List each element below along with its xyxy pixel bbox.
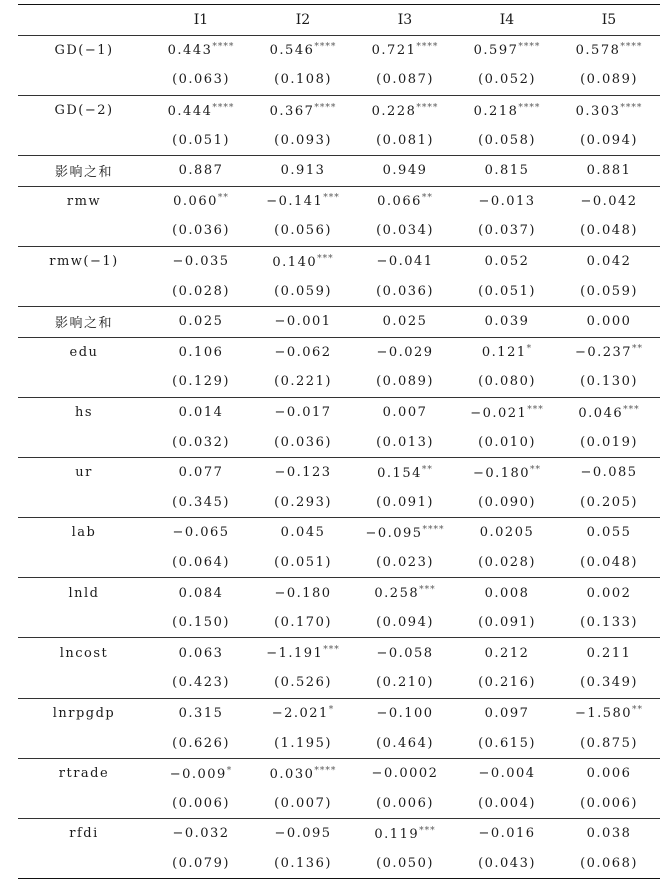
variable-group <box>18 457 660 517</box>
se-label-blank <box>18 849 150 879</box>
se-cell: (0.051) <box>274 554 332 570</box>
significance-stars: *** <box>527 404 544 415</box>
coef-cell: −0.041 <box>376 254 434 270</box>
coef-row <box>18 758 660 788</box>
se-cell: (0.293) <box>274 494 332 510</box>
variable-group <box>18 155 660 186</box>
se-cell: (0.108) <box>274 72 332 88</box>
coef-cell: 0.002 <box>586 585 632 601</box>
header-i2: I2 <box>295 11 311 28</box>
coef-cell: −0.180** <box>472 464 542 481</box>
se-label-blank <box>18 548 150 578</box>
se-cell: (0.221) <box>274 374 332 390</box>
se-cell: (0.058) <box>478 132 536 148</box>
se-cell: (0.034) <box>376 223 434 239</box>
se-cell: (0.059) <box>274 283 332 299</box>
coef-cell: 0.0205 <box>479 525 535 541</box>
coef-cell: −0.029 <box>376 344 434 360</box>
coef-cell: −0.009* <box>169 765 233 782</box>
coef-cell: 0.030**** <box>269 765 337 782</box>
coef-row <box>18 578 660 608</box>
coef-cell: 0.052 <box>484 254 530 270</box>
coef-cell: 0.949 <box>382 163 428 179</box>
coef-cell: −2.021* <box>271 705 335 722</box>
se-cell: (0.004) <box>478 795 536 811</box>
se-cell: (0.136) <box>274 855 332 871</box>
se-cell: (0.080) <box>478 374 536 390</box>
coef-cell: 0.228**** <box>371 102 439 119</box>
se-row <box>18 427 660 457</box>
coef-row <box>18 397 660 427</box>
se-cell: (0.129) <box>172 374 230 390</box>
se-row <box>18 788 660 818</box>
se-row <box>18 216 660 246</box>
se-row <box>18 276 660 306</box>
se-label-blank <box>18 788 150 818</box>
se-cell: (0.036) <box>172 223 230 239</box>
header-i1: I1 <box>193 11 209 28</box>
se-cell: (0.089) <box>580 72 638 88</box>
se-cell: (0.028) <box>172 283 230 299</box>
se-label-blank <box>18 427 150 457</box>
coef-cell: 0.077 <box>178 465 224 481</box>
coef-cell: 0.025 <box>178 314 224 330</box>
variable-group <box>18 758 660 818</box>
significance-stars: **** <box>212 42 235 53</box>
se-cell: (0.010) <box>478 434 536 450</box>
se-cell: (0.036) <box>376 283 434 299</box>
se-cell: (0.013) <box>376 434 434 450</box>
significance-stars: **** <box>416 102 439 113</box>
coef-row <box>18 95 660 125</box>
se-cell: (0.007) <box>274 795 332 811</box>
coef-cell: −0.001 <box>274 314 332 330</box>
se-cell: (0.064) <box>172 554 230 570</box>
se-cell: (0.615) <box>478 735 536 751</box>
variable-group <box>18 246 660 306</box>
se-cell: (0.019) <box>580 434 638 450</box>
se-cell: (0.087) <box>376 72 434 88</box>
significance-stars: ** <box>217 193 229 204</box>
se-cell: (0.094) <box>376 615 434 631</box>
coef-cell: −1.580** <box>574 705 644 722</box>
variable-label: rtrade <box>58 766 110 782</box>
variable-label: ur <box>75 465 93 481</box>
coef-cell: 0.315 <box>178 705 224 721</box>
variable-group <box>18 35 660 95</box>
coef-row <box>18 186 660 216</box>
coef-cell: 0.000 <box>586 314 632 330</box>
se-cell: (1.195) <box>274 735 332 751</box>
regression-table <box>18 4 660 879</box>
coef-cell: 0.218**** <box>473 102 541 119</box>
coef-cell: 0.367**** <box>269 102 337 119</box>
variable-group <box>18 698 660 758</box>
coef-cell: 0.913 <box>280 163 326 179</box>
coef-cell: 0.258*** <box>374 585 436 602</box>
se-cell: (0.063) <box>172 72 230 88</box>
significance-stars: ** <box>421 193 433 204</box>
se-cell: (0.210) <box>376 675 434 691</box>
significance-stars: **** <box>416 42 439 53</box>
se-cell: (0.051) <box>478 283 536 299</box>
se-cell: (0.345) <box>172 494 230 510</box>
coef-cell: −0.065 <box>172 525 230 541</box>
significance-stars: *** <box>419 585 436 596</box>
header-i4: I4 <box>499 11 515 28</box>
se-label-blank <box>18 488 150 518</box>
coef-cell: 0.008 <box>484 585 530 601</box>
se-row <box>18 668 660 698</box>
coef-cell: 0.546**** <box>269 42 337 59</box>
significance-stars: *** <box>323 193 340 204</box>
se-cell: (0.423) <box>172 675 230 691</box>
coef-cell: −0.017 <box>274 405 332 421</box>
coef-row <box>18 155 660 186</box>
coef-cell: −0.004 <box>478 766 536 782</box>
se-cell: (0.048) <box>580 554 638 570</box>
se-cell: (0.050) <box>376 855 434 871</box>
significance-stars: ** <box>421 464 433 475</box>
se-cell: (0.216) <box>478 675 536 691</box>
se-label-blank <box>18 65 150 95</box>
coef-cell: 0.084 <box>178 585 224 601</box>
se-cell: (0.094) <box>580 132 638 148</box>
se-cell: (0.133) <box>580 615 638 631</box>
coef-cell: 0.106 <box>178 344 224 360</box>
coef-cell: −0.141*** <box>266 193 340 210</box>
se-cell: (0.875) <box>580 735 638 751</box>
variable-label: GD(−2) <box>54 103 114 119</box>
se-cell: (0.043) <box>478 855 536 871</box>
se-row <box>18 849 660 879</box>
significance-stars: ** <box>632 344 644 355</box>
coef-cell: 0.045 <box>280 525 326 541</box>
variable-label: lab <box>71 525 97 541</box>
se-cell: (0.028) <box>478 554 536 570</box>
coef-cell: −0.058 <box>376 645 434 661</box>
se-label-blank <box>18 608 150 638</box>
coef-cell: 0.063 <box>178 645 224 661</box>
coef-cell: 0.055 <box>586 525 632 541</box>
significance-stars: ** <box>530 464 542 475</box>
variable-group <box>18 518 660 578</box>
coef-row <box>18 819 660 849</box>
se-row <box>18 728 660 758</box>
se-cell: (0.056) <box>274 223 332 239</box>
coef-cell: 0.060** <box>173 193 229 210</box>
coef-cell: −1.191*** <box>266 645 340 662</box>
coef-cell: 0.042 <box>586 254 632 270</box>
variable-label: 影响之和 <box>54 316 113 332</box>
se-cell: (0.150) <box>172 615 230 631</box>
coef-cell: 0.066** <box>377 193 433 210</box>
coef-cell: −0.237** <box>574 344 644 361</box>
se-cell: (0.059) <box>580 283 638 299</box>
se-cell: (0.170) <box>274 615 332 631</box>
se-cell: (0.081) <box>376 132 434 148</box>
se-cell: (0.091) <box>478 615 536 631</box>
se-row <box>18 488 660 518</box>
significance-stars: **** <box>518 42 541 53</box>
se-cell: (0.048) <box>580 223 638 239</box>
coef-cell: 0.039 <box>484 314 530 330</box>
variable-label: rmw(−1) <box>49 254 119 270</box>
se-cell: (0.052) <box>478 72 536 88</box>
se-row <box>18 65 660 95</box>
significance-stars: * <box>526 344 533 355</box>
coef-cell: 0.119*** <box>374 825 436 842</box>
coef-cell: 0.014 <box>178 405 224 421</box>
coef-cell: −0.062 <box>274 344 332 360</box>
coef-cell: 0.303**** <box>575 102 643 119</box>
se-cell: (0.006) <box>580 795 638 811</box>
se-label-blank <box>18 668 150 698</box>
significance-stars: **** <box>314 765 337 776</box>
coef-cell: −0.095 <box>274 826 332 842</box>
significance-stars: **** <box>314 102 337 113</box>
coef-cell: −0.100 <box>376 705 434 721</box>
coef-cell: 0.444**** <box>167 102 235 119</box>
table-header <box>18 5 660 36</box>
se-cell: (0.032) <box>172 434 230 450</box>
coef-cell: 0.038 <box>586 826 632 842</box>
coef-cell: 0.211 <box>586 645 632 661</box>
se-cell: (0.037) <box>478 223 536 239</box>
coef-cell: 0.006 <box>586 766 632 782</box>
variable-label: lnld <box>68 585 100 601</box>
se-cell: (0.626) <box>172 735 230 751</box>
variable-label: GD(−1) <box>54 42 114 58</box>
coef-cell: −0.032 <box>172 826 230 842</box>
se-cell: (0.091) <box>376 494 434 510</box>
significance-stars: *** <box>419 825 436 836</box>
se-label-blank <box>18 367 150 397</box>
variable-label: rfdi <box>69 826 99 842</box>
coef-cell: −0.180 <box>274 585 332 601</box>
se-cell: (0.079) <box>172 855 230 871</box>
coef-cell: 0.443**** <box>167 42 235 59</box>
significance-stars: *** <box>323 645 340 656</box>
se-row <box>18 548 660 578</box>
coef-cell: 0.154** <box>377 464 433 481</box>
significance-stars: *** <box>623 404 640 415</box>
significance-stars: *** <box>317 253 334 264</box>
coef-cell: −0.016 <box>478 826 536 842</box>
variable-label: rmw <box>66 193 102 209</box>
se-cell: (0.036) <box>274 434 332 450</box>
significance-stars: * <box>226 765 233 776</box>
variable-group <box>18 337 660 397</box>
coef-cell: −0.021*** <box>470 404 544 421</box>
variable-group <box>18 397 660 457</box>
se-cell: (0.068) <box>580 855 638 871</box>
coef-row <box>18 246 660 276</box>
variable-group <box>18 819 660 879</box>
header-i5: I5 <box>601 11 617 28</box>
variable-label: 影响之和 <box>54 165 113 181</box>
variable-group <box>18 95 660 155</box>
se-cell: (0.023) <box>376 554 434 570</box>
significance-stars: **** <box>314 42 337 53</box>
se-cell: (0.130) <box>580 374 638 390</box>
significance-stars: **** <box>422 524 445 535</box>
coef-row <box>18 306 660 337</box>
coef-cell: −0.042 <box>580 193 638 209</box>
se-cell: (0.006) <box>172 795 230 811</box>
se-cell: (0.051) <box>172 132 230 148</box>
coef-cell: −0.013 <box>478 193 536 209</box>
coef-row <box>18 35 660 65</box>
coef-cell: −0.095**** <box>365 524 445 541</box>
coef-row <box>18 337 660 367</box>
coef-cell: 0.578**** <box>575 42 643 59</box>
coef-cell: 0.212 <box>484 645 530 661</box>
coef-row <box>18 638 660 668</box>
significance-stars: **** <box>518 102 541 113</box>
se-cell: (0.205) <box>580 494 638 510</box>
coef-cell: 0.097 <box>484 705 530 721</box>
variable-group <box>18 638 660 698</box>
header-row <box>18 5 660 36</box>
coef-cell: 0.007 <box>382 405 428 421</box>
variable-label: lncost <box>59 645 109 661</box>
se-row <box>18 608 660 638</box>
coef-cell: 0.887 <box>178 163 224 179</box>
variable-group <box>18 186 660 246</box>
coef-cell: 0.815 <box>484 163 530 179</box>
coef-cell: −0.0002 <box>371 766 439 782</box>
significance-stars: **** <box>620 42 643 53</box>
se-cell: (0.093) <box>274 132 332 148</box>
se-label-blank <box>18 728 150 758</box>
significance-stars: ** <box>632 705 644 716</box>
coef-cell: 0.140*** <box>272 253 334 270</box>
se-cell: (0.526) <box>274 675 332 691</box>
se-row <box>18 125 660 155</box>
coef-row <box>18 518 660 548</box>
coef-row <box>18 457 660 487</box>
header-corner <box>18 5 150 36</box>
se-label-blank <box>18 276 150 306</box>
coef-cell: 0.597**** <box>473 42 541 59</box>
se-label-blank <box>18 125 150 155</box>
variable-label: hs <box>74 405 94 421</box>
significance-stars: **** <box>620 102 643 113</box>
se-label-blank <box>18 216 150 246</box>
variable-label: lnrpgdp <box>52 705 116 721</box>
se-cell: (0.349) <box>580 675 638 691</box>
se-cell: (0.006) <box>376 795 434 811</box>
coef-row <box>18 698 660 728</box>
coef-cell: −0.123 <box>274 465 332 481</box>
se-cell: (0.090) <box>478 494 536 510</box>
coef-cell: −0.085 <box>580 465 638 481</box>
coef-cell: −0.035 <box>172 254 230 270</box>
coef-cell: 0.881 <box>586 163 632 179</box>
se-cell: (0.464) <box>376 735 434 751</box>
se-cell: (0.089) <box>376 374 434 390</box>
coef-cell: 0.121* <box>481 344 533 361</box>
coef-cell: 0.721**** <box>371 42 439 59</box>
coef-cell: 0.046*** <box>578 404 640 421</box>
header-i3: I3 <box>397 11 413 28</box>
variable-label: edu <box>69 344 99 360</box>
variable-group <box>18 306 660 337</box>
significance-stars: **** <box>212 102 235 113</box>
se-row <box>18 367 660 397</box>
coef-cell: 0.025 <box>382 314 428 330</box>
significance-stars: * <box>328 705 335 716</box>
variable-group <box>18 578 660 638</box>
